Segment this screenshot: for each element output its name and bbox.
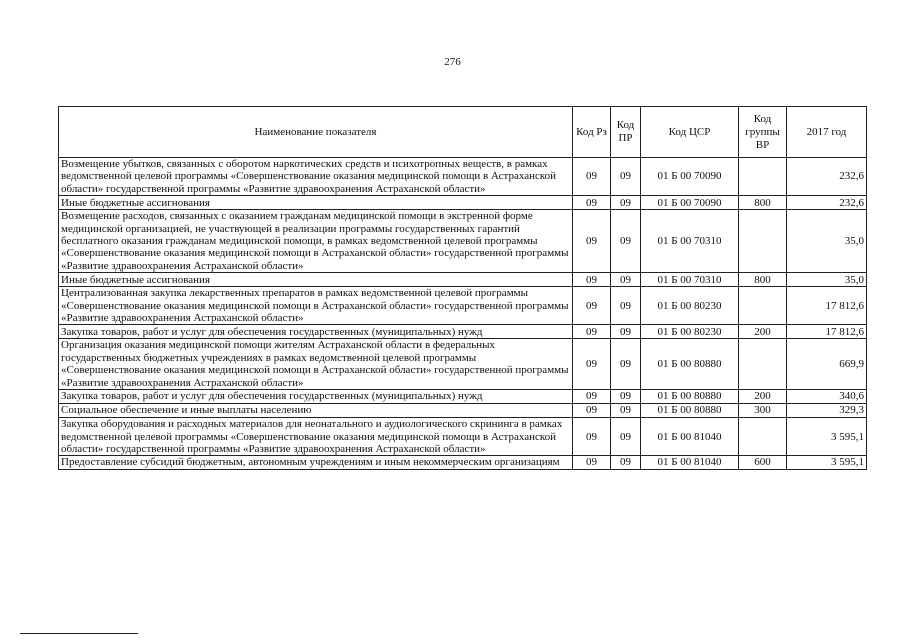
budget-table (58, 106, 867, 470)
row-vr: 800 (739, 196, 787, 210)
row-vr (739, 210, 787, 273)
row-amount: 17 812,6 (787, 287, 867, 325)
row-vr: 600 (739, 456, 787, 469)
row-vr: 200 (739, 325, 787, 339)
table-row (59, 196, 867, 210)
row-rz: 09 (573, 273, 611, 287)
row-amount: 340,6 (787, 390, 867, 404)
row-amount: 35,0 (787, 210, 867, 273)
row-rz: 09 (573, 158, 611, 196)
row-name: Закупка оборудования и расходных материалов для неонатального и аудиологического скрининга в рамках ведомственной целевой программы «Совершенствование оказания медицинской помощи в Астраханской области» государственной программы «Развитие здравоохранения Астраханской области» (59, 418, 573, 456)
header-rz: Код Рз (573, 107, 611, 158)
table-row (59, 158, 867, 196)
row-pr: 09 (611, 196, 641, 210)
row-vr (739, 287, 787, 325)
table-row (59, 210, 867, 273)
row-name: Возмещение убытков, связанных с оборотом наркотических средств и психотропных веществ, в рамках ведомственной целевой программы «Совершенствование оказания медицинской помощи в Астраханской области» государственной программы «Развитие здравоохранения Астраханской области» (59, 158, 573, 196)
header-csr: Код ЦСР (641, 107, 739, 158)
header-pr: Код ПР (611, 107, 641, 158)
row-csr: 01 Б 00 70090 (641, 196, 739, 210)
row-amount: 232,6 (787, 196, 867, 210)
row-csr: 01 Б 00 80880 (641, 339, 739, 390)
row-vr (739, 418, 787, 456)
row-pr: 09 (611, 418, 641, 456)
row-pr: 09 (611, 456, 641, 469)
row-csr: 01 Б 00 80880 (641, 404, 739, 418)
row-pr: 09 (611, 273, 641, 287)
table-row (59, 339, 867, 390)
table-row (59, 390, 867, 404)
row-rz: 09 (573, 210, 611, 273)
row-amount: 35,0 (787, 273, 867, 287)
row-vr (739, 339, 787, 390)
row-csr: 01 Б 00 70310 (641, 210, 739, 273)
row-vr: 200 (739, 390, 787, 404)
row-amount: 669,9 (787, 339, 867, 390)
row-rz: 09 (573, 287, 611, 325)
header-vr: Код группы ВР (739, 107, 787, 158)
row-amount: 232,6 (787, 158, 867, 196)
header-name: Наименование показателя (59, 107, 573, 158)
row-pr: 09 (611, 158, 641, 196)
row-name: Централизованная закупка лекарственных препаратов в рамках ведомственной целевой программы «Совершенствование оказания медицинской помощи в Астраханской области» государственной программы «Развитие здравоохранения Астраханской области» (59, 287, 573, 325)
row-name: Закупка товаров, работ и услуг для обеспечения государственных (муниципальных) нужд (59, 390, 573, 404)
table-row (59, 325, 867, 339)
row-pr: 09 (611, 339, 641, 390)
row-csr: 01 Б 00 81040 (641, 418, 739, 456)
row-rz: 09 (573, 339, 611, 390)
row-pr: 09 (611, 210, 641, 273)
header-year: 2017 год (787, 107, 867, 158)
row-rz: 09 (573, 390, 611, 404)
row-pr: 09 (611, 287, 641, 325)
page-number: 276 (444, 56, 461, 68)
row-csr: 01 Б 00 80230 (641, 287, 739, 325)
header-row (59, 107, 867, 158)
table-row (59, 418, 867, 456)
footnote-rule (20, 633, 138, 634)
row-name: Предоставление субсидий бюджетным, автономным учреждениям и иным некоммерческим организациям (59, 456, 573, 469)
row-csr: 01 Б 00 80230 (641, 325, 739, 339)
row-pr: 09 (611, 404, 641, 418)
row-pr: 09 (611, 325, 641, 339)
row-csr: 01 Б 00 70090 (641, 158, 739, 196)
row-pr: 09 (611, 390, 641, 404)
row-name: Социальное обеспечение и иные выплаты населению (59, 404, 573, 418)
row-vr (739, 158, 787, 196)
row-name: Иные бюджетные ассигнования (59, 273, 573, 287)
row-rz: 09 (573, 196, 611, 210)
row-rz: 09 (573, 418, 611, 456)
row-name: Закупка товаров, работ и услуг для обеспечения государственных (муниципальных) нужд (59, 325, 573, 339)
table-row (59, 273, 867, 287)
table-row (59, 287, 867, 325)
row-vr: 800 (739, 273, 787, 287)
row-name: Возмещение расходов, связанных с оказанием гражданам медицинской помощи в экстренной форме медицинской организацией, не участвующей в реализации программы государственных гарантий бесплатного оказания гражданам медицинской помощи, в рамках ведомственной целевой программы «Совершенствование оказания медицинской помощи в Астраханской области» государственной программы «Развитие здравоохранения Астраханской области» (59, 210, 573, 273)
row-name: Иные бюджетные ассигнования (59, 196, 573, 210)
table-row (59, 404, 867, 418)
row-name: Организация оказания медицинской помощи жителям Астраханской области в федеральных государственных бюджетных учреждениях в рамках ведомственной целевой программы «Совершенствование оказания медицинской помощи в Астраханской области» государственной программы «Развитие здравоохранения Астраханской области» (59, 339, 573, 390)
row-csr: 01 Б 00 81040 (641, 456, 739, 469)
row-rz: 09 (573, 404, 611, 418)
row-csr: 01 Б 00 70310 (641, 273, 739, 287)
row-amount: 17 812,6 (787, 325, 867, 339)
row-vr: 300 (739, 404, 787, 418)
row-rz: 09 (573, 456, 611, 469)
row-amount: 329,3 (787, 404, 867, 418)
row-amount: 3 595,1 (787, 456, 867, 469)
row-amount: 3 595,1 (787, 418, 867, 456)
table-row (59, 456, 867, 469)
row-rz: 09 (573, 325, 611, 339)
row-csr: 01 Б 00 80880 (641, 390, 739, 404)
